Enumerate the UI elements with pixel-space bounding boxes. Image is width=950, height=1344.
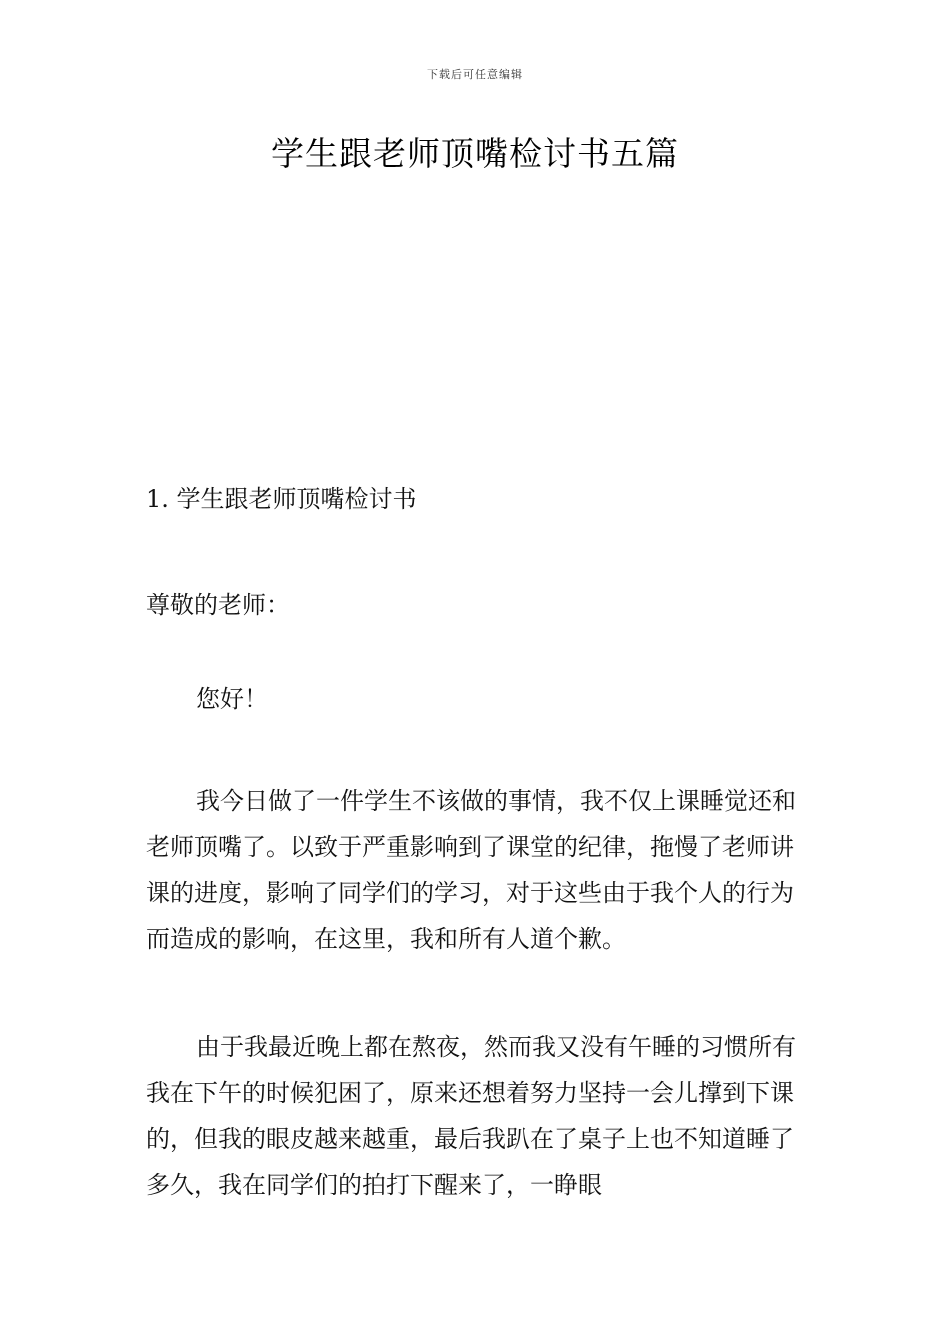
section-heading: 1. 学生跟老师顶嘴检讨书 (146, 485, 417, 513)
header-note: 下载后可任意编辑 (427, 68, 523, 81)
body-paragraph: 由于我最近晚上都在熬夜，然而我又没有午睡的习惯所有我在下午的时候犯困了，原来还想着努力坚持一会儿撑到下课的，但我的眼皮越来越重，最后我趴在了桌子上也不知道睡了多久，我在同学们的拍打下醒来了，一睁眼 (146, 1033, 796, 1199)
greeting: 您好！ (196, 685, 268, 713)
document-title: 学生跟老师顶嘴检讨书五篇 (271, 134, 679, 173)
body-paragraph: 我今日做了一件学生不该做的事情，我不仅上课睡觉还和老师顶嘴了。以致于严重影响到了课堂的纪律，拖慢了老师讲课的进度，影响了同学们的学习，对于这些由于我个人的行为而造成的影响，在这里，我和所有人道个歉。 (146, 787, 796, 953)
salutation: 尊敬的老师： (146, 591, 290, 619)
